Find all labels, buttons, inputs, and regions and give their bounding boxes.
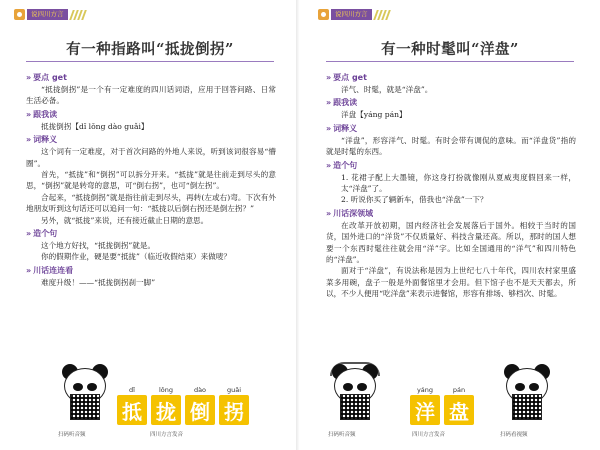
panda-qr-icon[interactable] — [58, 362, 112, 422]
section-heading-text: 跟我读 — [333, 98, 358, 108]
section-heading-text: 川话连连看 — [33, 265, 74, 275]
char-pinyin: yáng — [416, 386, 434, 394]
char-box: 倒 — [185, 395, 215, 425]
char-pinyin: guǎi — [226, 386, 242, 394]
paragraph: 面对于“洋盘”，有说法称是因为上世纪七八十年代，四川农村家里盛菜多用碗，盘子一般是外面餐馆里才会用。但下馆子也不是天天都去，所以，不少人便用“吃洋盘”来表示进餐馆，形容有排场、够档次、时髦。 — [326, 266, 576, 299]
paragraph: 合起来，“抵拢倒拐”就是指往前走到尽头，再转(左或右)弯。下次有外地朋友听到这句话还可以追问一句：“抵拢以后倒右拐还是倒左拐？” — [26, 192, 276, 214]
char-box: 盘 — [444, 395, 474, 425]
section-heading-text: 造个句 — [33, 229, 58, 239]
section-heading — [26, 265, 276, 277]
section-marker-icon: » — [326, 160, 332, 170]
section-marker-icon: » — [26, 73, 32, 82]
paragraph: 洋盘【yáng pán】 — [341, 110, 407, 120]
paragraph: 另外，就“抵拢”来说，还有接近截止日期的意思。 — [41, 215, 209, 225]
char-cell — [410, 385, 440, 425]
right-page — [300, 0, 600, 450]
char-box: 抵 — [117, 395, 147, 425]
section-marker-icon: » — [26, 265, 32, 275]
book-logo-icon — [318, 9, 329, 20]
section-heading — [26, 228, 276, 240]
char-cell — [219, 385, 249, 425]
title-divider — [26, 61, 274, 62]
section-heading-text: 词释义 — [333, 123, 358, 133]
header-stripes — [71, 10, 87, 20]
char-cell — [151, 385, 181, 425]
section-heading — [326, 160, 576, 172]
page-title: 有一种时髦叫“洋盘” — [381, 41, 519, 58]
paragraph: “洋盘”，形容洋气、时髦。有时会带有调侃的意味。而“洋盘货”指的就是时髦的东西。 — [326, 135, 576, 157]
section-heading-text: 川话深领域 — [333, 208, 374, 218]
header-stripes — [375, 10, 391, 20]
header-tag-label: 说四川方言 — [331, 9, 372, 20]
caption-audio: 四川方言发音 — [412, 432, 446, 438]
char-box: 拐 — [219, 395, 249, 425]
paragraph: 难度升级！——“抵拢倒拐刹一脚” — [41, 277, 156, 287]
char-pinyin: dǐ — [129, 386, 135, 394]
header-tag — [318, 8, 391, 21]
section-heading — [26, 109, 276, 121]
left-content — [26, 70, 276, 288]
char-box: 拢 — [151, 395, 181, 425]
char-cell — [117, 385, 147, 425]
section-marker-icon: » — [26, 135, 32, 145]
paragraph: 1. 花裙子配上大墨镜，你这身打扮就像刚从夏威夷度假回来一样，太“洋盘”了。 — [341, 172, 576, 194]
section-heading — [326, 123, 576, 135]
section-heading-text: 要点 get — [33, 73, 67, 82]
paragraph: 首先，“抵拢”和“倒拐”可以拆分开来。“抵拢”就是往前走到尽头的意思，“倒拐”就是转弯的意思，可“倒右拐”，也可“倒左拐”。 — [26, 170, 276, 191]
section-marker-icon: » — [326, 208, 332, 218]
char-row — [117, 385, 253, 425]
section-heading-text: 要点 get — [333, 73, 367, 82]
char-pinyin: lǒng — [158, 386, 174, 394]
paragraph: 你的假期作业，硬是要“抵拢”（临近收假结束）来做唛？ — [41, 252, 232, 262]
caption-scan-audio: 扫码听音频 — [328, 432, 356, 438]
caption-scan-audio: 扫码听音频 — [58, 432, 86, 438]
section-heading-text: 跟我读 — [33, 109, 58, 119]
paragraph: 洋气、时髦，就是“洋盘”。 — [341, 85, 433, 94]
book-logo-icon — [14, 9, 25, 20]
section-heading — [326, 97, 576, 109]
char-pinyin: dào — [193, 386, 207, 394]
char-cell — [185, 385, 215, 425]
title-divider — [326, 61, 574, 62]
char-pinyin: pán — [452, 386, 466, 394]
section-heading — [26, 134, 276, 146]
section-heading-text: 造个句 — [333, 160, 358, 170]
header-tag — [14, 8, 87, 21]
section-marker-icon: » — [326, 73, 332, 82]
right-content — [326, 70, 576, 300]
section-marker-icon: » — [326, 123, 332, 133]
paragraph: 抵拢倒拐【dǐ lǒng dào guǎi】 — [41, 121, 149, 131]
panda-qr-video-icon[interactable] — [500, 362, 554, 422]
header-tag-label: 说四川方言 — [27, 9, 68, 20]
section-heading — [326, 208, 576, 220]
section-marker-icon: » — [26, 229, 32, 239]
paragraph: 在改革开放初期，国内经济社会发展落后于国外。相较于当时的国货，国外进口的“洋货”不仅质量好、科技含量还高。所以，那时的国人想要一个东西时髦往往就会用“洋”字。比如全国通用的“洋气”和四川特色的“洋盘”。 — [326, 220, 576, 265]
paragraph: 这个词有一定难度，对于首次问路的外地人来说，听到该词很容易“懵圈”。 — [26, 147, 276, 168]
char-cell — [444, 385, 474, 425]
paragraph: “抵拢倒拐”是一个有一定难度的四川话词语，应用于回答问路、日常生活必备。 — [26, 85, 276, 106]
section-heading — [326, 72, 576, 84]
char-row — [410, 385, 478, 425]
paragraph: 2. 听说你买了辆新车，借我也“洋盘”一下？ — [341, 195, 488, 205]
page-title: 有一种指路叫“抵拢倒拐” — [66, 41, 234, 58]
section-heading-text: 词释义 — [33, 135, 58, 145]
paragraph: 这个地方好找，“抵拢倒拐”就是。 — [41, 241, 156, 251]
section-heading — [26, 72, 276, 84]
caption-scan-video: 扫码看视频 — [500, 432, 528, 438]
panda-qr-audio-icon[interactable] — [328, 362, 382, 422]
section-marker-icon: » — [26, 109, 32, 119]
section-marker-icon: » — [326, 98, 332, 108]
char-box: 洋 — [410, 395, 440, 425]
caption-audio: 四川方言发音 — [150, 432, 184, 438]
